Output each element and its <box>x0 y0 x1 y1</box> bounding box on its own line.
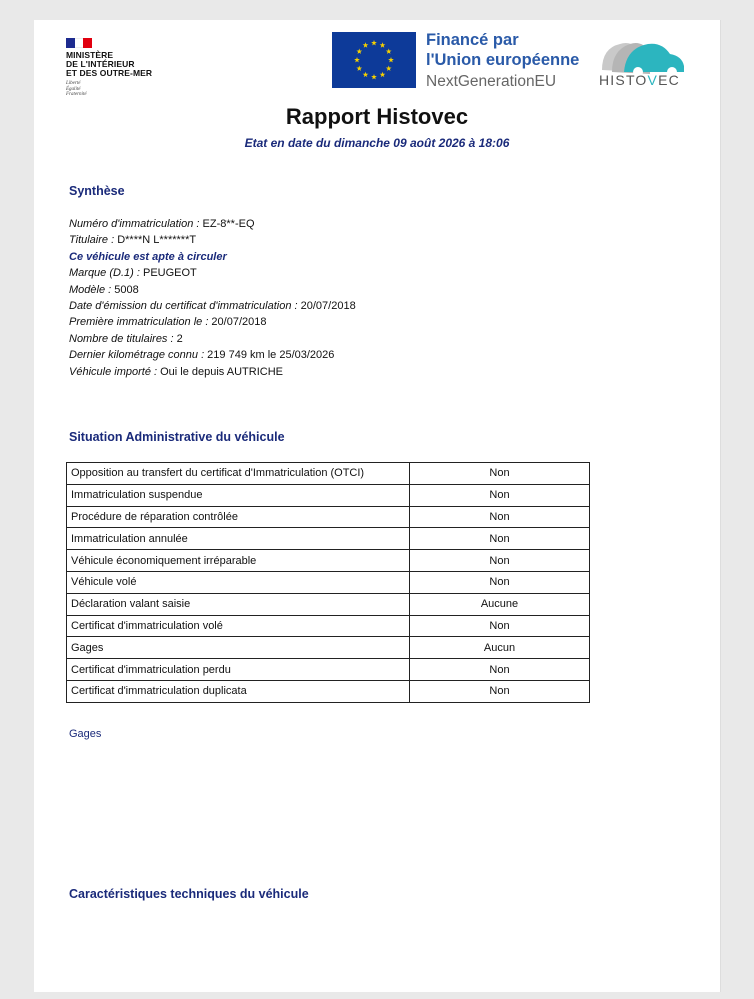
eu-star-icon <box>371 40 377 45</box>
synthese-item: Date d'émission du certificat d'immatriculation : 20/07/2018 <box>69 300 356 313</box>
table-row: Véhicule volé Non <box>67 571 590 593</box>
table-row: Immatriculation annulée Non <box>67 528 590 550</box>
histovec-wordmark: HISTOVEC <box>599 72 680 88</box>
eu-star-icon <box>380 72 386 77</box>
table-row: Opposition au transfert du certificat d'Immatriculation (OTCI) Non <box>67 463 590 485</box>
synthese-item: Dernier kilométrage connu : 219 749 km le 25/03/2026 <box>69 349 335 362</box>
table-row: Certificat d'immatriculation volé Non <box>67 615 590 637</box>
synthese-item: Numéro d'immatriculation : EZ-8**-EQ <box>69 218 255 230</box>
synthese-item: Titulaire : D****N L*******T <box>69 234 197 247</box>
synthese-item: Nombre de titulaires : 2 <box>69 332 183 345</box>
table-row: Immatriculation suspendue Non <box>67 484 590 506</box>
tech-heading: Caractéristiques techniques du véhicule <box>69 887 309 901</box>
eu-star-icon <box>356 66 362 71</box>
table-row: Véhicule économiquement irréparable Non <box>67 550 590 572</box>
eu-star-icon <box>371 74 377 79</box>
report-page <box>34 20 721 992</box>
table-row: Déclaration valant saisie Aucune <box>67 593 590 615</box>
eu-star-icon <box>380 42 386 47</box>
synthese-heading: Synthèse <box>69 184 125 198</box>
roadworthy-status: Ce véhicule est apte à circuler <box>69 250 227 263</box>
eu-star-icon <box>356 49 362 54</box>
eu-star-icon <box>363 42 369 47</box>
table-row: Procédure de réparation contrôlée Non <box>67 506 590 528</box>
eu-star-icon <box>386 66 392 71</box>
eu-star-icon <box>388 57 394 62</box>
eu-star-icon <box>363 72 369 77</box>
ministry-name: MINISTÈRE DE L'INTÉRIEUR ET DES OUTRE-MER <box>66 50 153 78</box>
eu-star-icon <box>386 49 392 54</box>
admin-table <box>66 462 590 703</box>
table-row: Certificat d'immatriculation perdu Non <box>67 659 590 681</box>
table-row: Certificat d'immatriculation duplicata Non <box>67 680 590 702</box>
french-flag-icon <box>66 38 92 48</box>
synthese-list <box>69 216 356 380</box>
ministry-logo <box>66 38 186 98</box>
eu-funding-text: Financé par l'Union européenne NextGenerationEU <box>426 31 580 90</box>
table-row: Gages Aucun <box>67 637 590 659</box>
report-title: Rapport Histovec <box>285 104 469 129</box>
synthese-item: Modèle : 5008 <box>69 283 139 296</box>
gages-link[interactable]: Gages <box>69 728 102 740</box>
eu-star-icon <box>354 57 360 62</box>
eu-flag-icon <box>332 32 416 88</box>
ministry-motto: Liberté Égalité Fraternité <box>66 81 87 98</box>
synthese-item: Véhicule importé : Oui le depuis AUTRICHE <box>69 365 283 378</box>
admin-heading: Situation Administrative du véhicule <box>69 430 285 444</box>
report-date: Etat en date du dimanche 09 août 2026 à 18:06 <box>244 136 510 150</box>
synthese-item: Marque (D.1) : PEUGEOT <box>69 267 197 280</box>
synthese-item: Première immatriculation le : 20/07/2018 <box>69 316 267 329</box>
